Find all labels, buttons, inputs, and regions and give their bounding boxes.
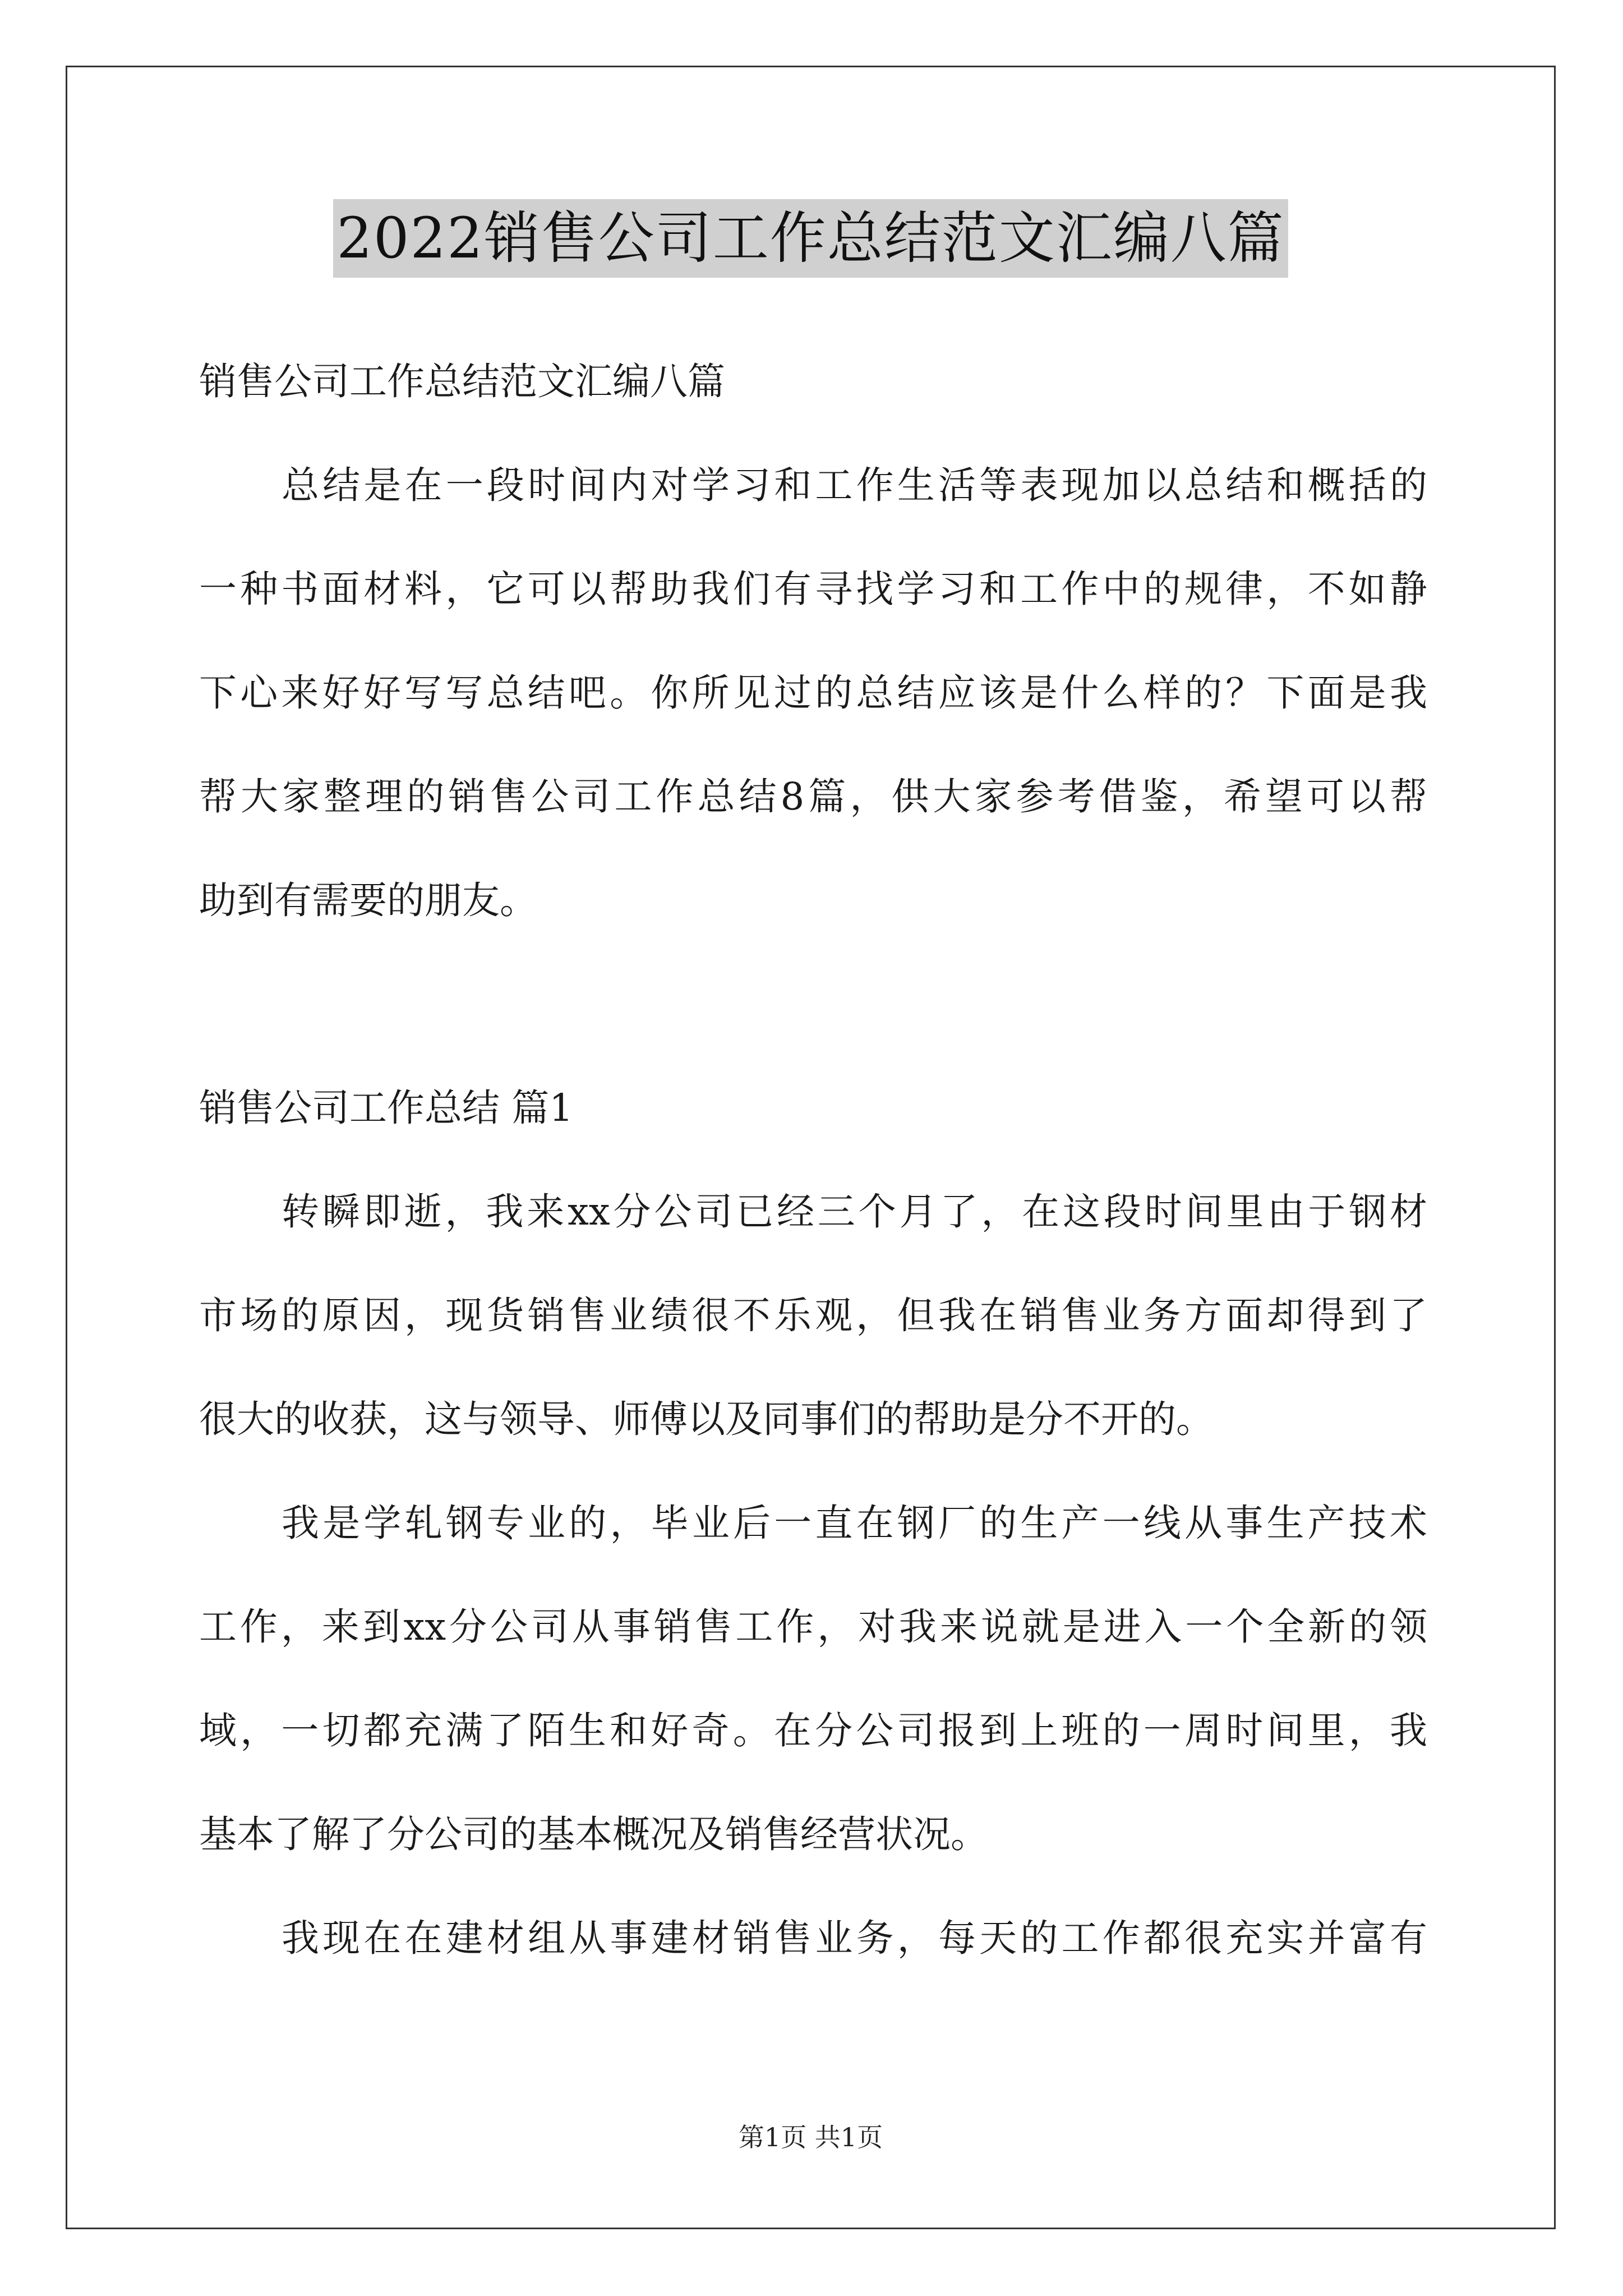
paragraph-line: 助到有需要的朋友。 [199,878,537,922]
paragraph-line: 基本了解了分公司的基本概况及销售经营状况。 [199,1812,988,1856]
paragraph-line: 帮大家整理的销售公司工作总结8篇，供大家参考借鉴，希望可以帮 [199,775,1427,818]
paragraph-line: 转瞬即逝，我来xx分公司已经三个月了，在这段时间里由于钢材 [282,1190,1427,1234]
page-footer: 第1页 共1页 [738,2122,883,2152]
paragraph-line: 很大的收获，这与领导、师傅以及同事们的帮助是分不开的。 [199,1397,1214,1441]
title-container [66,199,1556,278]
section-heading: 销售公司工作总结 篇1 [199,1086,573,1130]
paragraph-line: 我是学轧钢专业的，毕业后一直在钢厂的生产一线从事生产技术 [282,1501,1427,1545]
paragraph-line: 一种书面材料，它可以帮助我们有寻找学习和工作中的规律，不如静 [199,567,1427,611]
paragraph-line: 域，一切都充满了陌生和好奇。在分公司报到上班的一周时间里，我 [199,1709,1427,1752]
paragraph-line: 总结是在一段时间内对学习和工作生活等表现加以总结和概括的 [282,463,1427,507]
paragraph-line: 市场的原因，现货销售业绩很不乐观，但我在销售业务方面却得到了 [199,1294,1427,1337]
section-heading: 销售公司工作总结范文汇编八篇 [199,360,725,403]
paragraph-line: 工作，来到xx分公司从事销售工作，对我来说就是进入一个全新的领 [199,1605,1427,1649]
paragraph-line: 下心来好好写写总结吧。你所见过的总结应该是什么样的？下面是我 [199,671,1427,715]
paragraph-line: 我现在在建材组从事建材销售业务，每天的工作都很充实并富有 [282,1916,1427,1960]
document-title: 2022销售公司工作总结范文汇编八篇 [333,199,1288,278]
